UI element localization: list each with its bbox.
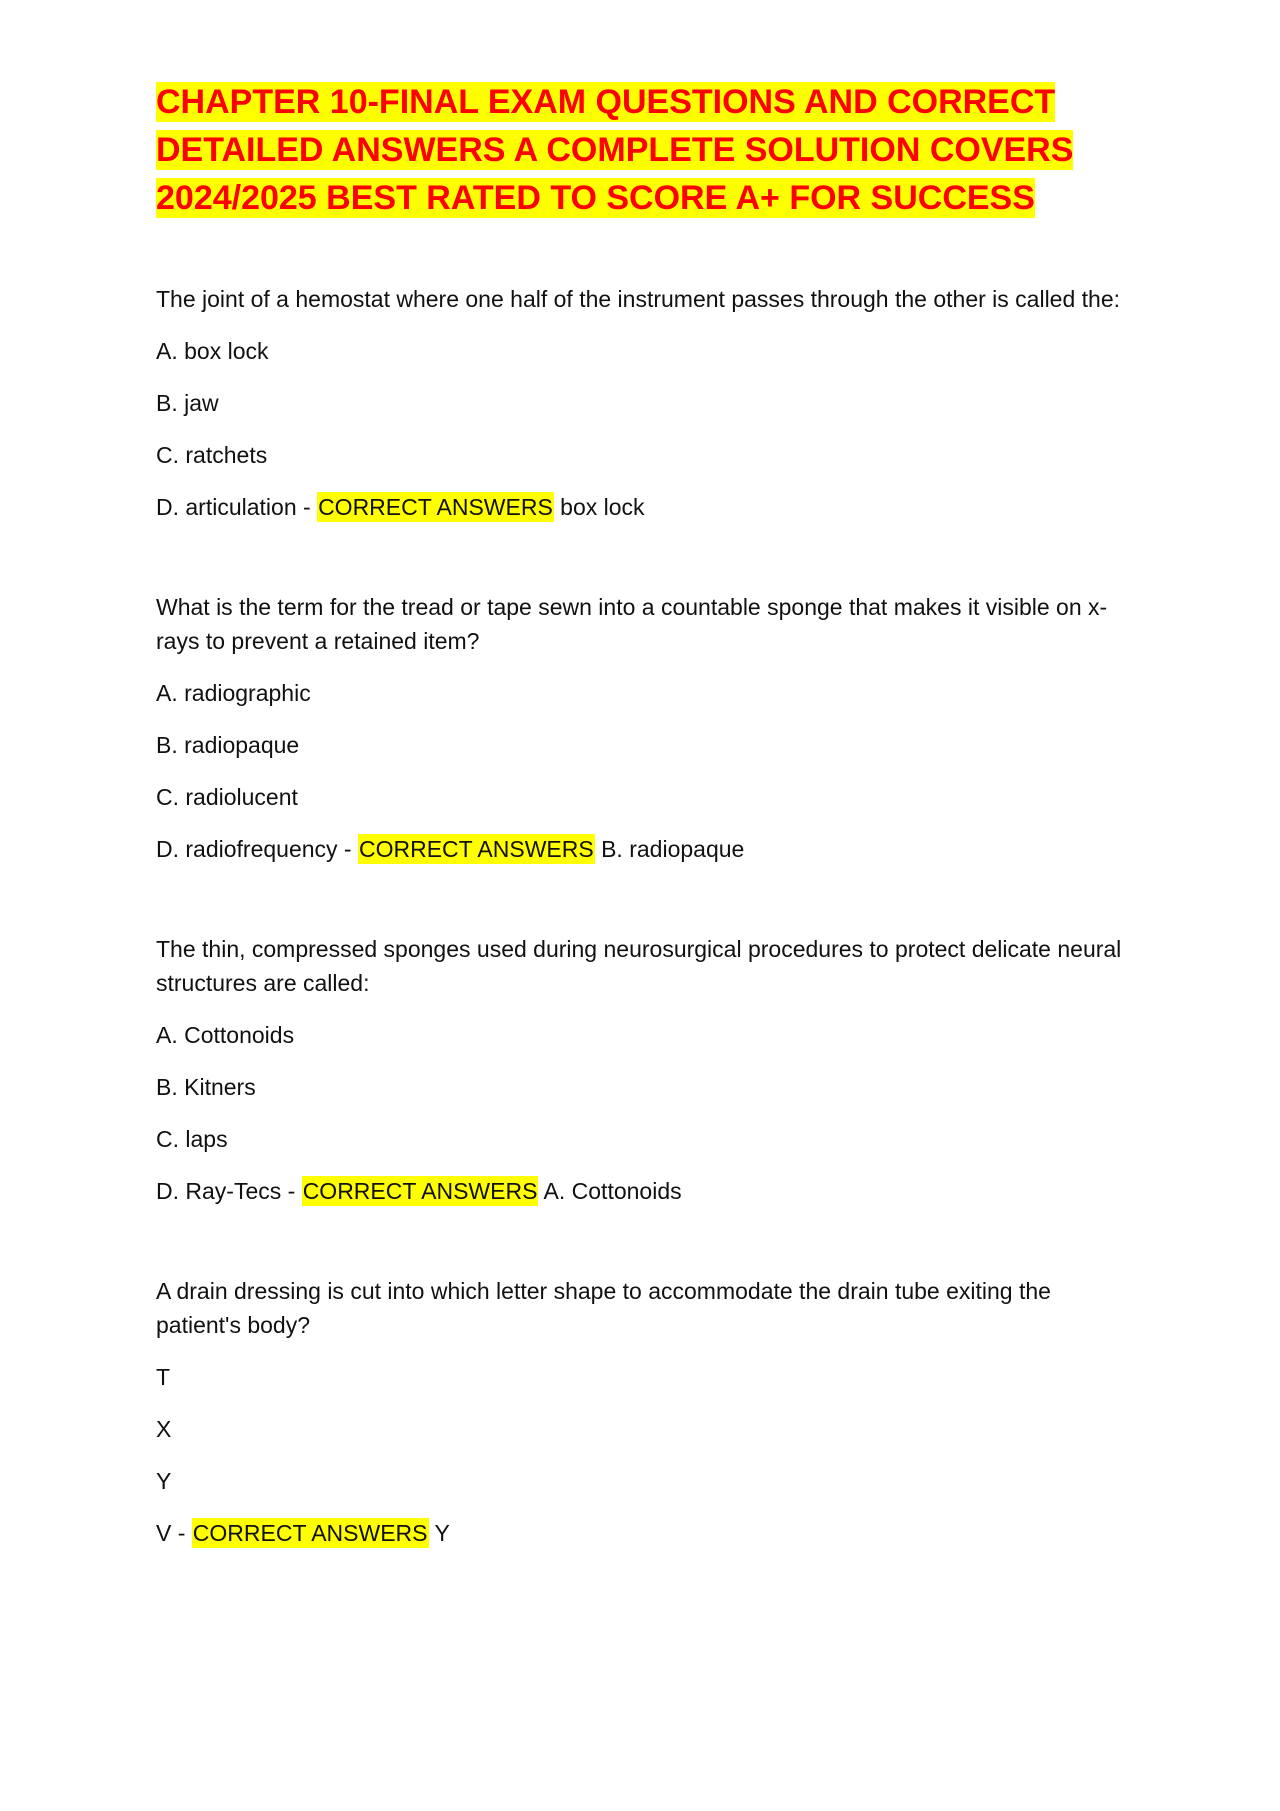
question-text: The thin, compressed sponges used during neurosurgical procedures to protect delicate neural structures are called:	[156, 936, 1122, 996]
question-text: A drain dressing is cut into which letter shape to accommodate the drain tube exiting the patient's body?	[156, 1278, 1051, 1338]
option-b: B. radiopaque	[156, 732, 300, 758]
correct-answers-label: CORRECT ANSWERS	[318, 494, 553, 520]
question-text: The joint of a hemostat where one half of the instrument passes through the other is called the:	[156, 286, 1121, 312]
option-a: A. radiographic	[156, 680, 311, 706]
correct-answers-label: CORRECT ANSWERS	[192, 1520, 428, 1546]
option-d-with-answer	[156, 1174, 1130, 1208]
correct-answers-label: CORRECT ANSWERS	[358, 836, 594, 862]
option-a: A. Cottonoids	[156, 1022, 295, 1048]
option-c: C. radiolucent	[156, 784, 298, 810]
question-1	[156, 282, 1130, 524]
correct-answer-value: A. Cottonoids	[543, 1178, 682, 1204]
correct-answer-value: Y	[434, 1520, 450, 1546]
option-c: C. laps	[156, 1126, 228, 1152]
option-t: T	[156, 1364, 171, 1390]
option-b: B. Kitners	[156, 1074, 256, 1100]
option-c: C. ratchets	[156, 442, 268, 468]
question-3	[156, 932, 1130, 1208]
option-x: X	[156, 1416, 172, 1442]
question-text: What is the term for the tread or tape sewn into a countable sponge that makes it visible on x-rays to prevent a retained item?	[156, 594, 1108, 654]
option-d: D. articulation -	[156, 494, 318, 520]
option-d-with-answer	[156, 490, 1130, 524]
option-y: Y	[156, 1468, 172, 1494]
option-v: V -	[156, 1520, 192, 1546]
correct-answers-label: CORRECT ANSWERS	[302, 1178, 538, 1204]
option-d: D. Ray-Tecs -	[156, 1178, 302, 1204]
question-4	[156, 1274, 1130, 1550]
document-title-text: CHAPTER 10-FINAL EXAM QUESTIONS AND CORRECT DETAILED ANSWERS A COMPLETE SOLUTION COVERS 2024/2025 BEST RATED TO SCORE A+ FOR SUCCESS	[156, 83, 1074, 217]
correct-answer-value: B. radiopaque	[601, 836, 745, 862]
option-a: A. box lock	[156, 338, 269, 364]
option-d-with-answer	[156, 832, 1130, 866]
question-2	[156, 590, 1130, 866]
correct-answer-value: box lock	[560, 494, 645, 520]
document-title	[156, 78, 1130, 222]
option-v-with-answer	[156, 1516, 1130, 1550]
option-b: B. jaw	[156, 390, 219, 416]
option-d: D. radiofrequency -	[156, 836, 358, 862]
